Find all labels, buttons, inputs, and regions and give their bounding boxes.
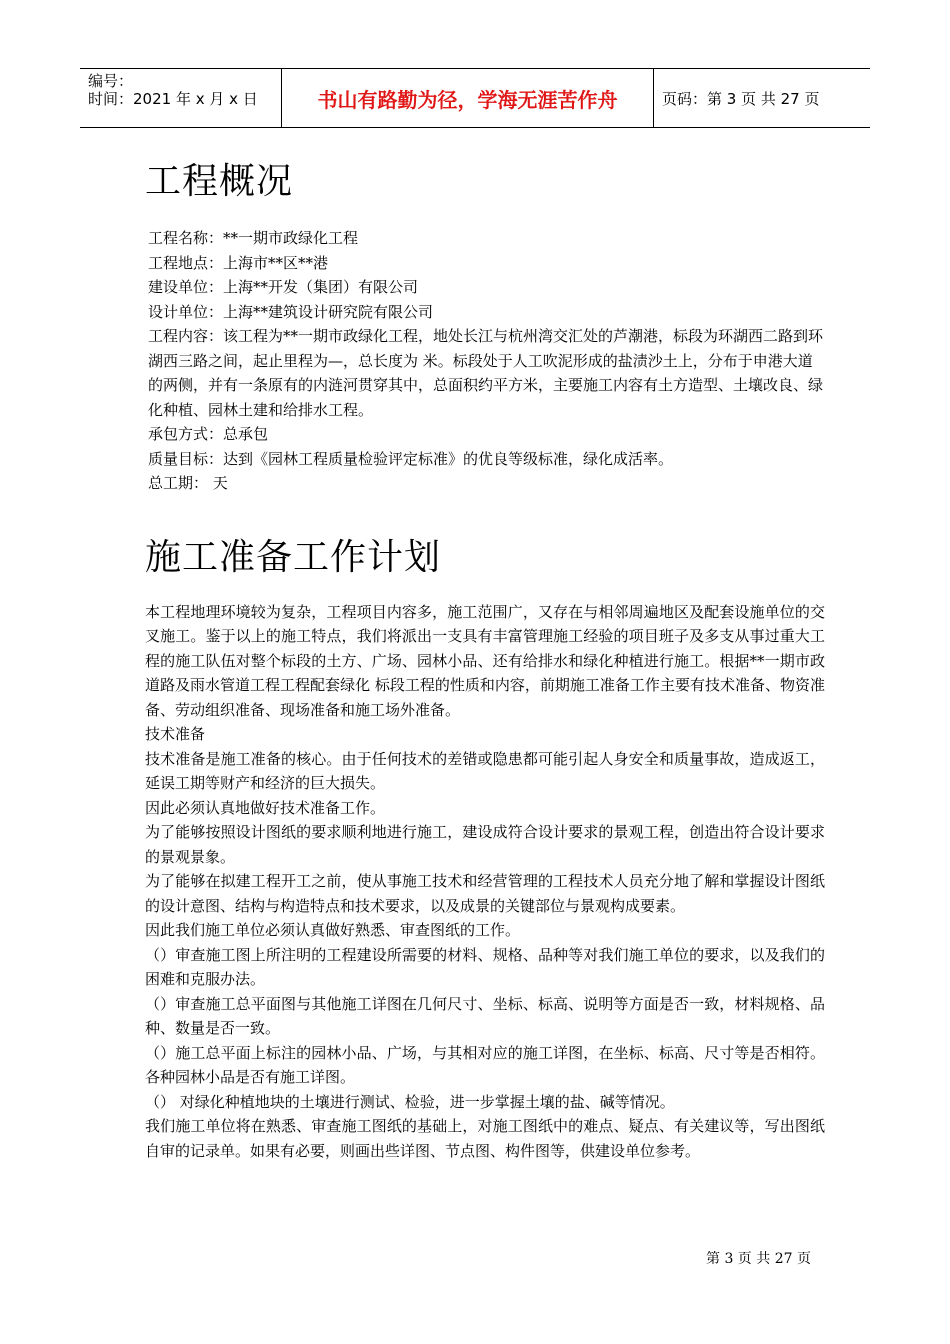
- info-line: 质量目标：达到《园林工程质量检验评定标准》的优良等级标准，绿化成活率。: [148, 449, 674, 468]
- list-item: （） 对绿化种植地块的土壤进行测试、检验，进一步掌握土壤的盐、碱等情况。: [145, 1092, 675, 1111]
- list-item: （）审查施工总平面图与其他施工详图在几何尺寸、坐标、标高、说明等方面是否一致，材料规格、品种、数量是否一致。: [145, 994, 825, 1037]
- list-item: （）施工总平面上标注的园林小品、广场，与其相对应的施工详图，在坐标、标高、尺寸等是否相符。各种园林小品是否有施工详图。: [145, 1043, 825, 1086]
- paragraph: 因此我们施工单位必须认真做好熟悉、审查图纸的工作。: [145, 921, 521, 939]
- info-line: 设计单位：上海**建筑设计研究院有限公司: [148, 302, 434, 321]
- info-line: 工程名称：**一期市政绿化工程: [148, 229, 359, 247]
- paragraph: 为了能够按照设计图纸的要求顺利地进行施工，建设成符合设计要求的景观工程，创造出符合设计要求的景观景象。: [145, 823, 825, 866]
- info-line: 工程内容：该工程为**一期市政绿化工程，地处长江与杭州湾交汇处的芦潮港，标段为环湖西二路到环湖西三路之间，起止里程为—，总长度为 米。标段处于人工吹泥形成的盐渍沙土上，分布于申港大道的两侧，并有一条原有的内涟河贯穿其中，总面积约平方米，主要施工内容有土方造型、土壤改良、绿化种植、园林土建和给排水工程。: [148, 327, 824, 419]
- section-title-overview: 工程概况: [145, 161, 294, 202]
- paragraph: 为了能够在拟建工程开工之前，使从事施工技术和经营管理的工程技术人员充分地了解和掌握设计图纸的设计意图、结构与构造特点和技术要求，以及成景的关键部位与景观构成要素。: [145, 872, 825, 915]
- header-page-number: 页码：第 3 页 共 27 页: [662, 89, 820, 108]
- info-line: 工程地点：上海市**区**港: [148, 253, 329, 272]
- page-footer: 第 3 页 共 27 页: [706, 1251, 811, 1267]
- paragraph: 我们施工单位将在熟悉、审查施工图纸的基础上，对施工图纸中的难点、疑点、有关建议等，写出图纸自审的记录单。如果有必要，则画出些详图、节点图、构件图等，供建设单位参考。: [145, 1117, 825, 1160]
- header-motto: 书山有路勤为径，学海无涯苦作舟: [282, 69, 654, 127]
- paragraph: 因此必须认真地做好技术准备工作。: [145, 798, 386, 817]
- header-meta: [80, 69, 282, 127]
- paragraph: 技术准备是施工准备的核心。由于任何技术的差错或隐患都可能引起人身安全和质量事故，造成返工，延误工期等财产和经济的巨大损失。: [145, 749, 825, 792]
- list-item: （）审查施工图上所注明的工程建设所需要的材料、规格、品种等对我们施工单位的要求，以及我们的困难和克服办法。: [145, 945, 825, 988]
- info-line: 承包方式：总承包: [148, 425, 269, 443]
- paragraph: 本工程地理环境较为复杂，工程项目内容多，施工范围广，又存在与相邻周遍地区及配套设施单位的交叉施工。鉴于以上的施工特点，我们将派出一支具有丰富管理施工经验的项目班子及多支从事过重大工程的施工队伍对整个标段的土方、广场、园林小品、还有给排水和绿化种植进行施工。根据**一期市政 道路及雨水管道工程工程配套绿化 标段工程的性质和内容，前期施工准备工作主要有技术准备、物资准备、劳动组织准备、现场准备和施工场外准备。: [145, 602, 825, 719]
- document-number: 编号：: [88, 72, 134, 90]
- document-body: [145, 150, 825, 1163]
- preparation-body: [145, 600, 825, 1164]
- page-header: [80, 68, 870, 128]
- info-line: 总工期： 天: [148, 474, 228, 492]
- project-info: [145, 226, 825, 496]
- info-line: 建设单位：上海**开发（集团）有限公司: [148, 278, 419, 296]
- section-title-preparation: 施工准备工作计划: [145, 536, 442, 578]
- document-date: 时间：2021 年 x 月 x 日: [88, 90, 258, 108]
- subheading: 技术准备: [145, 725, 206, 743]
